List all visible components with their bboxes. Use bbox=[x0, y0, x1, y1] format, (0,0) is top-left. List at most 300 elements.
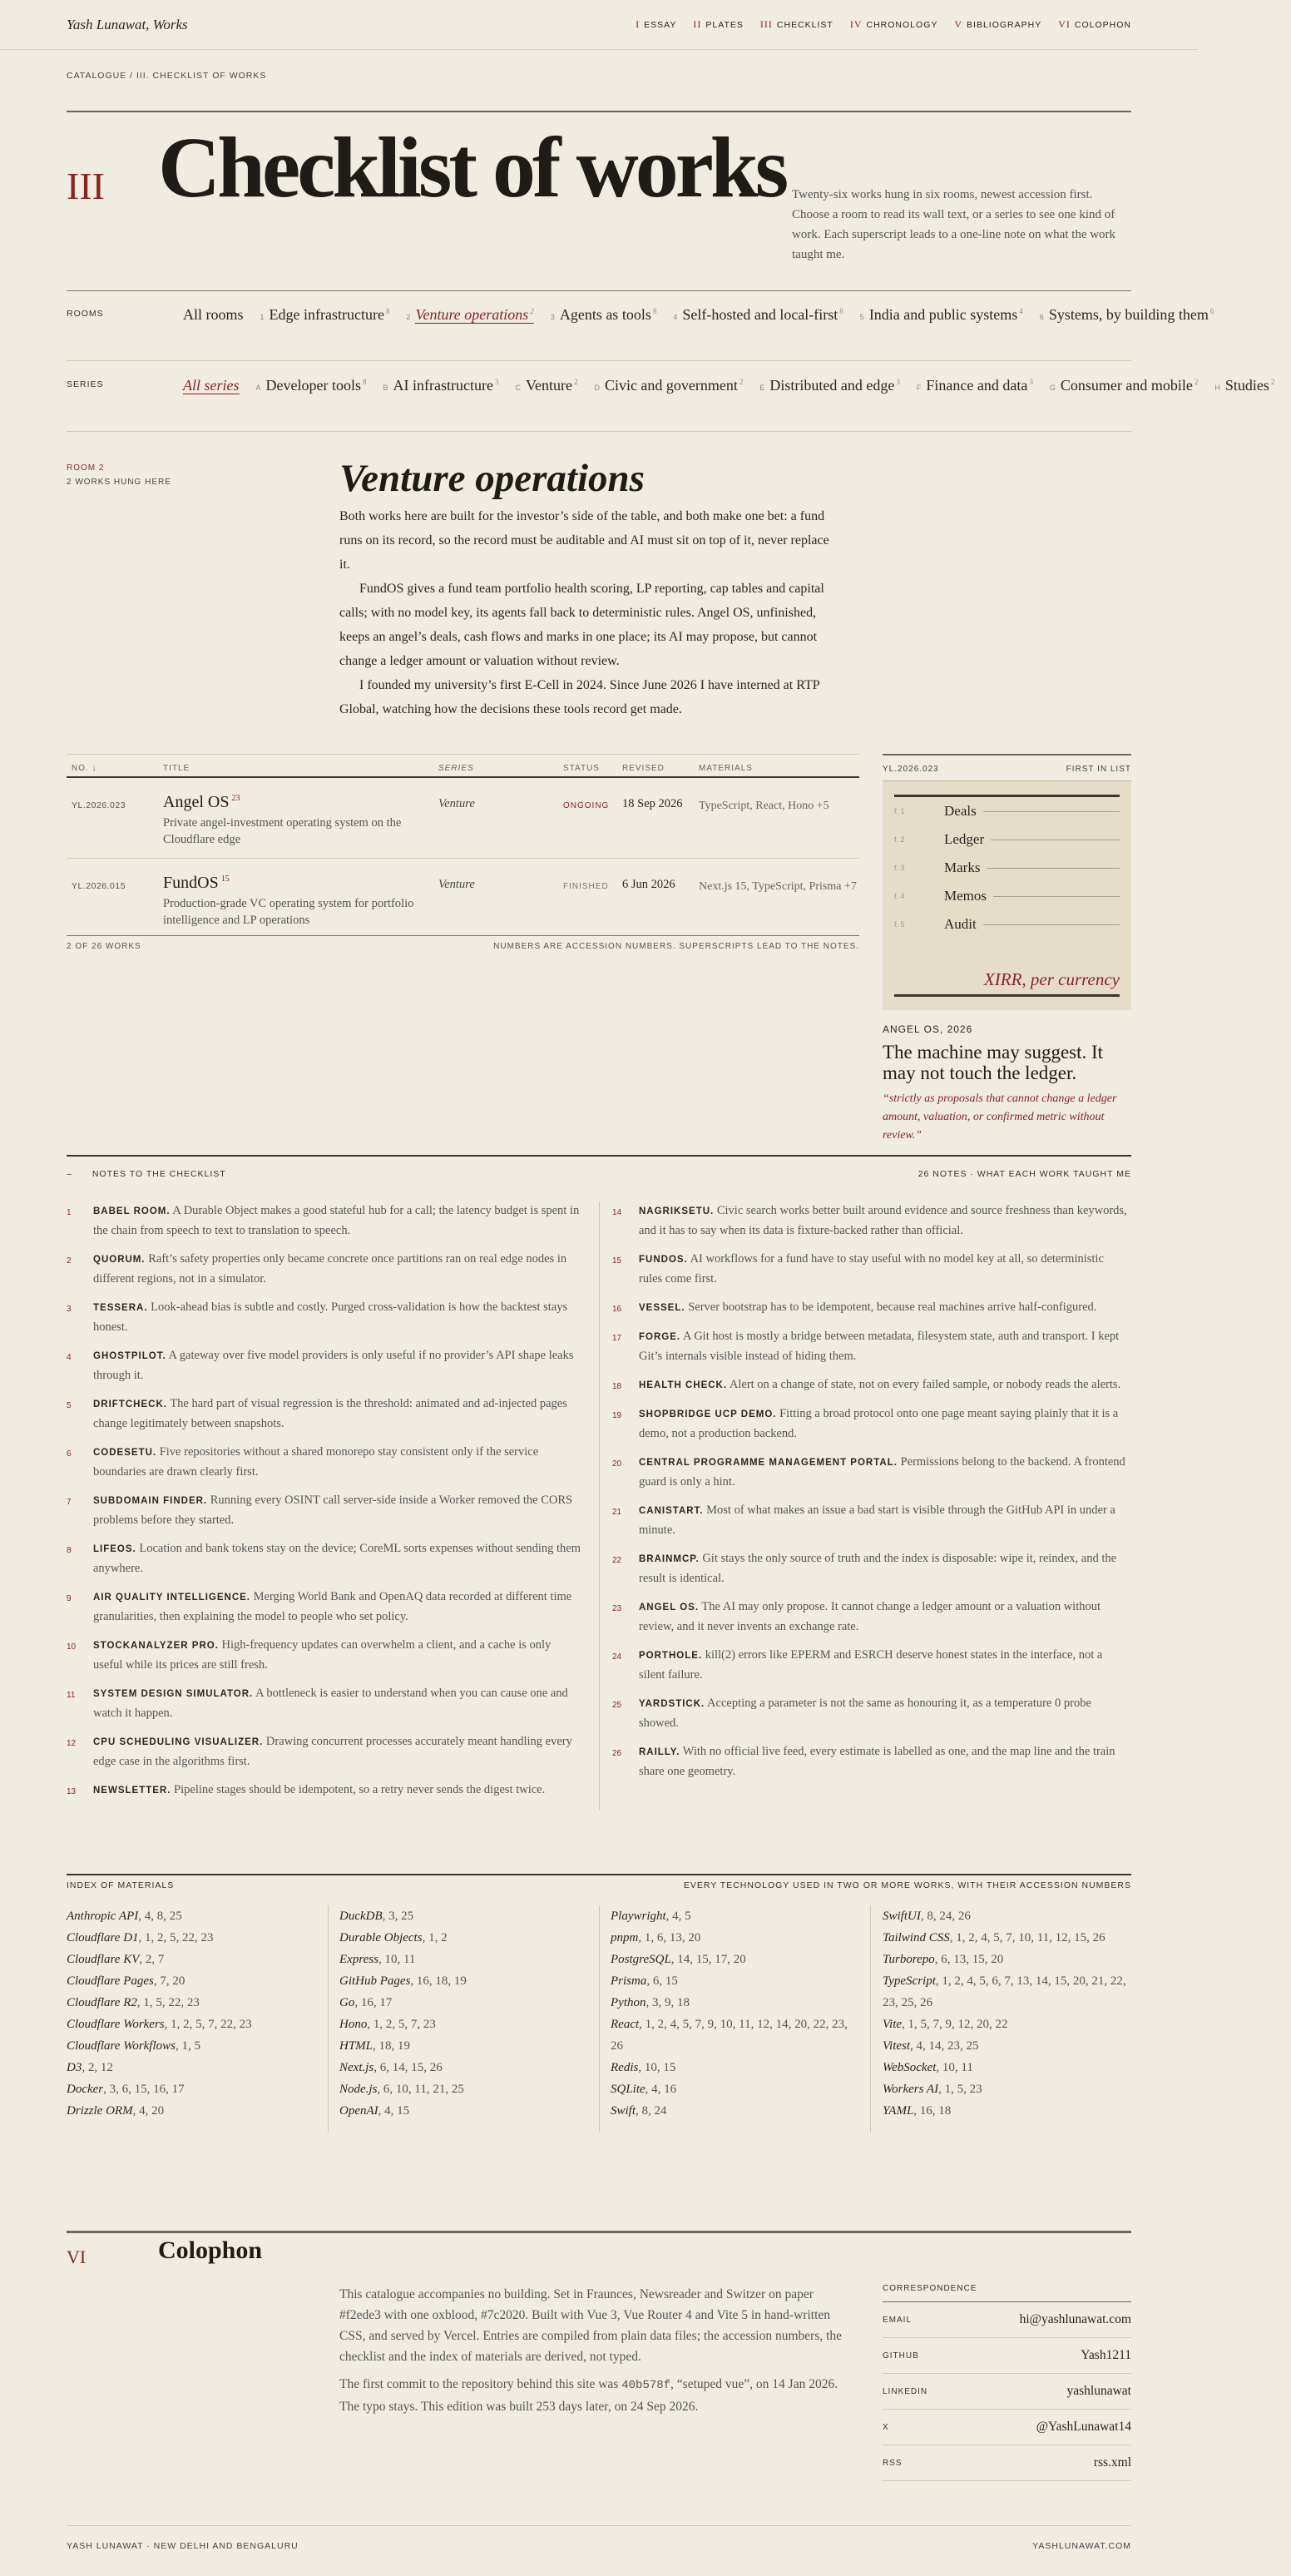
room-count: 2 WORKS HUNG HERE bbox=[67, 478, 171, 487]
work-materials: Next.js 15, TypeScript, Prisma +7 bbox=[699, 880, 857, 893]
ledger-row bbox=[894, 825, 1120, 854]
note-link[interactable]: 23 bbox=[231, 794, 240, 804]
filter-item[interactable] bbox=[1214, 377, 1274, 394]
index-entry: YAML, 16, 18 bbox=[883, 2104, 952, 2118]
footer-domain-link[interactable]: YASHLUNAWAT.COM bbox=[1032, 2541, 1131, 2551]
ledger-list bbox=[894, 795, 1120, 939]
index-term: Cloudflare Pages bbox=[67, 1974, 154, 1988]
nav-label: CHRONOLOGY bbox=[866, 20, 938, 30]
card-accession: YL.2026.023 bbox=[883, 765, 939, 774]
note-number: 24 bbox=[612, 1652, 622, 1662]
index-term: Express bbox=[339, 1953, 378, 1966]
index-entry: Cloudflare R2, 1, 5, 22, 23 bbox=[67, 1996, 200, 2009]
note-item: 10 STOCKANALYZER PRO. High-frequency updates can overwhelm a client, and a cache is only useful while its prices are still fresh. bbox=[67, 1638, 552, 1672]
breadcrumb: CATALOGUE / III. CHECKLIST OF WORKS bbox=[67, 71, 267, 81]
note-item: 22 BRAINMCP. Git stays the only source of truth and the index is disposable: wipe it, reindex, and the result is identical. bbox=[612, 1552, 1117, 1585]
colophon-numeral: VI bbox=[67, 2247, 87, 2267]
ledger-folio: f. 3 bbox=[894, 864, 905, 872]
filter-item[interactable] bbox=[917, 377, 1033, 394]
ledger-line bbox=[983, 811, 1120, 812]
note-work-name: RAILLY. bbox=[639, 1747, 680, 1757]
ledger-label: Deals bbox=[944, 803, 977, 819]
index-term: Drizzle ORM bbox=[67, 2104, 133, 2118]
filter-count: 6 bbox=[1209, 307, 1214, 315]
index-term: Cloudflare Workflows bbox=[67, 2039, 176, 2053]
site-brand[interactable]: Yash Lunawat, Works bbox=[67, 16, 188, 32]
index-term: Cloudflare R2 bbox=[67, 1996, 137, 2009]
correspondence-link[interactable]: rss.xml bbox=[1093, 2455, 1131, 2469]
filter-label: Civic and government bbox=[604, 377, 738, 394]
note-work-name: BABEL ROOM. bbox=[93, 1206, 171, 1216]
note-item: 6 CODESETU. Five repositories without a shared monorepo stay consistent only if the service boundaries are drawn clearly first. bbox=[67, 1445, 539, 1479]
index-entry: Cloudflare KV, 2, 7 bbox=[67, 1953, 165, 1966]
index-entry: Durable Objects, 1, 2 bbox=[339, 1931, 448, 1944]
note-item: 4 GHOSTPILOT. A gateway over five model providers is only useful if no provider’s API shape leaks through it. bbox=[67, 1349, 574, 1382]
main-nav bbox=[636, 18, 1131, 31]
nav-label: BIBLIOGRAPHY bbox=[967, 20, 1042, 30]
index-divider bbox=[328, 1905, 329, 2132]
index-entry: PostgreSQL, 14, 15, 17, 20 bbox=[611, 1953, 746, 1966]
note-item: 3 TESSERA. Look-ahead bias is subtle and costly. Purged cross-validation is how the backtest stays honest. bbox=[67, 1300, 568, 1334]
index-term: PostgreSQL bbox=[611, 1953, 671, 1966]
room-kicker: ROOM 2 bbox=[67, 463, 105, 473]
nav-numeral: I bbox=[636, 18, 641, 30]
ledger-row bbox=[894, 882, 1120, 910]
card-note: “strictly as proposals that cannot change a ledger amount, valuation, or confirmed metric without review.” bbox=[883, 1092, 1117, 1142]
note-item: 26 RAILLY. With no official live feed, every estimate is labelled as one, and the map line and the train share one geometry. bbox=[612, 1745, 1115, 1778]
work-series: Venture bbox=[438, 878, 475, 891]
filter-key: 2 bbox=[406, 313, 411, 321]
nav-label: CHECKLIST bbox=[776, 20, 833, 30]
correspondence-row bbox=[883, 2302, 1131, 2338]
footer-location: YASH LUNAWAT · NEW DELHI AND BENGALURU bbox=[67, 2541, 299, 2551]
note-number: 8 bbox=[67, 1546, 72, 1555]
note-number: 26 bbox=[612, 1749, 622, 1758]
ledger-label: Marks bbox=[944, 859, 981, 875]
index-entry: WebSocket, 10, 11 bbox=[883, 2061, 973, 2074]
note-item: 15 FUNDOS. AI workflows for a fund have to stay useful with no model key at all, so deterministic rules come first. bbox=[612, 1252, 1104, 1286]
col-header-no[interactable]: NO. ↓ bbox=[72, 764, 97, 773]
note-item: 16 VESSEL. Server bootstrap has to be idempotent, because real machines arrive half-configured. bbox=[612, 1298, 1128, 1318]
colophon-title: Colophon bbox=[158, 2237, 263, 2264]
note-number: 15 bbox=[612, 1256, 622, 1266]
status-badge: FINISHED bbox=[563, 882, 609, 891]
filter-label: Venture operations $^2$ bbox=[415, 306, 534, 323]
note-item: 5 DRIFTCHECK. The hard part of visual regression is the threshold: animated and ad-injected pages change legitimately between snapshots. bbox=[67, 1397, 567, 1430]
note-work-name: FORGE. bbox=[639, 1332, 681, 1342]
index-entry: Playwright, 4, 5 bbox=[611, 1910, 691, 1923]
note-item: 9 AIR QUALITY INTELLIGENCE. Merging World Bank and OpenAQ data recorded at different time granularities, then explaining the model to people who set policy. bbox=[67, 1590, 572, 1623]
top-bar bbox=[0, 0, 1198, 50]
index-entry: DuckDB, 3, 25 bbox=[339, 1910, 414, 1923]
colophon-body bbox=[339, 2284, 855, 2417]
index-term: DuckDB bbox=[339, 1910, 383, 1923]
note-number: 19 bbox=[612, 1411, 622, 1420]
work-materials: TypeScript, React, Hono +5 bbox=[699, 800, 829, 812]
index-entry: Anthropic API, 4, 8, 25 bbox=[67, 1910, 182, 1923]
index-term: Workers AI bbox=[883, 2083, 939, 2096]
correspondence-link[interactable]: @YashLunawat14 bbox=[1036, 2420, 1131, 2434]
index-entry: SQLite, 4, 16 bbox=[611, 2083, 677, 2096]
filter-key: 6 bbox=[1039, 313, 1044, 321]
colophon-rule bbox=[67, 2231, 1131, 2233]
filter-key: G bbox=[1049, 384, 1056, 392]
footer-rule bbox=[67, 2525, 1131, 2526]
index-title: INDEX OF MATERIALS bbox=[67, 1880, 175, 1890]
index-term: Durable Objects bbox=[339, 1931, 423, 1944]
index-entry: Next.js, 6, 14, 15, 26 bbox=[339, 2061, 443, 2074]
correspondence-title: CORRESPONDENCE bbox=[883, 2284, 1131, 2302]
section-numeral: III bbox=[67, 165, 105, 207]
filter-item[interactable] bbox=[406, 306, 533, 323]
filter-key: 5 bbox=[859, 313, 864, 321]
index-entry: pnpm, 1, 6, 13, 20 bbox=[611, 1931, 701, 1944]
nav-numeral: IV bbox=[849, 18, 863, 30]
work-title[interactable]: FundOS $^{15}$ bbox=[163, 874, 230, 892]
filter-item[interactable] bbox=[383, 377, 498, 394]
index-divider bbox=[870, 1905, 871, 2132]
notes-dash: – bbox=[67, 1169, 72, 1179]
note-number: 1 bbox=[67, 1208, 72, 1217]
ledger-label: Audit bbox=[944, 916, 977, 932]
filter-count: 2 bbox=[1194, 378, 1199, 386]
room-para: FundOS gives a fund team portfolio health scoring, LP reporting, cap tables and capital calls; with no model key, its agents fall back to deterministic rules. Angel OS, unfinished, keeps an angel’s deals, cash flows and marks in one place; its AI may propose, but cannot change a ledger amount or valuation without review. bbox=[339, 582, 824, 668]
rooms-filter bbox=[183, 297, 1214, 331]
filter-all[interactable]: All rooms bbox=[183, 306, 244, 323]
note-item: 12 CPU SCHEDULING VISUALIZER. Drawing concurrent processes accurately meant handling every edge case in the algorithms first. bbox=[67, 1735, 572, 1768]
works-count: 2 OF 26 WORKS bbox=[67, 942, 141, 951]
filter-label: Finance and data bbox=[926, 377, 1028, 394]
filter-count: 8 bbox=[385, 307, 390, 315]
table-footer bbox=[67, 942, 859, 951]
card-tag: FIRST IN LIST bbox=[1066, 765, 1131, 774]
note-number: 5 bbox=[67, 1401, 72, 1410]
filter-label: Venture bbox=[525, 377, 572, 394]
accession-number: YL.2026.015 bbox=[72, 881, 126, 891]
filter-label: Distributed and edge bbox=[769, 377, 895, 394]
filter-key: 3 bbox=[550, 313, 555, 321]
index-column bbox=[67, 1905, 316, 2122]
nav-item-checklist[interactable] bbox=[760, 18, 833, 31]
series-filter bbox=[183, 368, 1275, 402]
filter-item[interactable] bbox=[759, 377, 899, 394]
filter-count: 2 bbox=[1270, 378, 1275, 386]
room-meta bbox=[67, 463, 171, 487]
card-kicker: ANGEL OS, 2026 bbox=[883, 1023, 973, 1035]
note-item: 23 ANGEL OS. The AI may only propose. It cannot change a ledger amount or a valuation without review, and it never invents an exchange rate. bbox=[612, 1600, 1101, 1633]
index-entry: D3, 2, 12 bbox=[67, 2061, 113, 2074]
filter-item[interactable] bbox=[860, 306, 1023, 323]
correspondence-label: RSS bbox=[883, 2458, 903, 2468]
nav-numeral: III bbox=[759, 18, 773, 30]
index-entry: Vitest, 4, 14, 23, 25 bbox=[883, 2039, 979, 2053]
correspondence-link[interactable]: Yash1211 bbox=[1081, 2348, 1131, 2362]
index-entry: SwiftUI, 8, 24, 26 bbox=[883, 1910, 971, 1923]
filter-count: 2 bbox=[739, 378, 744, 386]
index-entry: Tailwind CSS, 1, 2, 4, 5, 7, 10, 11, 12, 15, 26 bbox=[883, 1931, 1106, 1944]
note-number: 25 bbox=[612, 1701, 622, 1710]
colophon-para: The first commit to the repository behind this site was 40b578f, “setuped vue”, on 14 Jan 2026. The typo stays. This edition was built 253 days later, on 24 Sep 2026. bbox=[339, 2377, 838, 2414]
correspondence-row bbox=[883, 2410, 1131, 2445]
note-work-name: NEWSLETTER. bbox=[93, 1786, 171, 1796]
site-footer bbox=[67, 2541, 1131, 2551]
index-term: Go bbox=[339, 1996, 355, 2009]
correspondence-row bbox=[883, 2374, 1131, 2410]
hero-top-rule bbox=[67, 111, 1131, 112]
status-badge: ONGOING bbox=[563, 801, 610, 810]
note-work-name: SYSTEM DESIGN SIMULATOR. bbox=[93, 1689, 254, 1699]
index-entry: Cloudflare D1, 1, 2, 5, 22, 23 bbox=[67, 1931, 214, 1944]
ledger-label: Memos bbox=[944, 888, 987, 904]
note-work-name: SUBDOMAIN FINDER. bbox=[93, 1496, 208, 1506]
nav-numeral: II bbox=[693, 18, 702, 30]
index-entry: Cloudflare Workers, 1, 2, 5, 7, 22, 23 bbox=[67, 2018, 252, 2031]
notes-header bbox=[67, 1169, 1131, 1179]
revised-date: 18 Sep 2026 bbox=[622, 797, 683, 810]
index-term: Cloudflare D1 bbox=[67, 1931, 139, 1944]
note-item: 21 CANISTART. Most of what makes an issue a bad start is visible through the GitHub API in under a minute. bbox=[612, 1503, 1115, 1537]
filter-count: 8 bbox=[839, 307, 843, 315]
notes-title: NOTES TO THE CHECKLIST bbox=[92, 1169, 226, 1179]
note-work-name: SHOPBRIDGE UCP DEMO. bbox=[639, 1409, 777, 1419]
note-number: 12 bbox=[67, 1739, 77, 1748]
filters-divider bbox=[67, 360, 1131, 361]
revised-date: 6 Jun 2026 bbox=[622, 878, 675, 891]
note-item: 11 SYSTEM DESIGN SIMULATOR. A bottleneck is easier to understand when you can cause one and watch it happen. bbox=[67, 1687, 568, 1720]
nav-item-bibliography[interactable] bbox=[954, 18, 1041, 31]
note-work-name: HEALTH CHECK. bbox=[639, 1380, 728, 1390]
nav-item-colophon[interactable] bbox=[1058, 18, 1131, 31]
nav-label: PLATES bbox=[705, 20, 744, 30]
col-header-title: TITLE bbox=[163, 764, 190, 773]
ledger-row bbox=[894, 797, 1120, 825]
card-header bbox=[883, 754, 1131, 780]
ledger-line bbox=[993, 896, 1120, 897]
rooms-label: ROOMS bbox=[67, 309, 104, 319]
col-header-status: STATUS bbox=[563, 764, 600, 773]
filter-count: 8 bbox=[652, 307, 657, 315]
filter-item[interactable] bbox=[1040, 306, 1214, 323]
filter-count: 3 bbox=[896, 378, 900, 386]
note-number: 10 bbox=[67, 1642, 77, 1652]
room-para: I founded my university’s first E-Cell in 2024. Since June 2026 I have interned at RTP Global, watching how the decisions these tools record get made. bbox=[339, 678, 820, 716]
note-number: 21 bbox=[612, 1508, 622, 1517]
filter-item[interactable] bbox=[256, 377, 367, 394]
index-term: TypeScript bbox=[883, 1974, 936, 1988]
note-work-name: CPU SCHEDULING VISUALIZER. bbox=[93, 1737, 264, 1747]
ledger-plate bbox=[883, 780, 1131, 1010]
index-term: HTML bbox=[339, 2039, 373, 2053]
table-row[interactable] bbox=[67, 858, 859, 935]
index-term: OpenAI bbox=[339, 2104, 378, 2118]
commit-hash: 40b578f bbox=[621, 2379, 671, 2392]
note-work-name: LIFEOS. bbox=[93, 1544, 136, 1554]
filter-count: 4 bbox=[1019, 307, 1023, 315]
index-term: Docker bbox=[67, 2083, 104, 2096]
filter-item[interactable] bbox=[1050, 377, 1199, 394]
filter-key: E bbox=[759, 384, 765, 392]
page-title: Checklist of works bbox=[158, 120, 786, 215]
note-item: 20 CENTRAL PROGRAMME MANAGEMENT PORTAL. Permissions belong to the backend. A frontend guard is only a hint. bbox=[612, 1455, 1125, 1489]
index-rule bbox=[67, 1874, 1131, 1875]
note-item: 14 NAGRIKSETU. Civic search works better built around evidence and source freshness than keywords, and it has to say when its data is fixture-backed rather than official. bbox=[612, 1204, 1127, 1237]
index-term: SwiftUI bbox=[883, 1910, 921, 1923]
index-entry: Workers AI, 1, 5, 23 bbox=[883, 2083, 982, 2096]
filter-all[interactable]: All series bbox=[183, 377, 240, 394]
index-term: Swift bbox=[611, 2104, 636, 2118]
index-entry: OpenAI, 4, 15 bbox=[339, 2104, 410, 2118]
note-item: 13 NEWSLETTER. Pipeline stages should be idempotent, so a retry never sends the digest twice. bbox=[67, 1781, 582, 1801]
filter-count: 3 bbox=[494, 378, 499, 386]
filter-count: 2 bbox=[530, 307, 534, 315]
note-number: 6 bbox=[67, 1449, 72, 1459]
correspondence-label: X bbox=[883, 2422, 889, 2432]
nav-numeral: V bbox=[954, 18, 963, 30]
nav-item-chronology[interactable] bbox=[850, 18, 938, 31]
notes-left-column bbox=[67, 1201, 582, 1810]
room-title: Venture operations bbox=[339, 457, 645, 500]
card-quote: The machine may suggest. It may not touch the ledger. bbox=[883, 1042, 1104, 1083]
index-term: Vite bbox=[883, 2018, 903, 2031]
index-term: Redis bbox=[611, 2061, 639, 2074]
index-entry: Hono, 1, 2, 5, 7, 23 bbox=[339, 2018, 436, 2031]
filter-item[interactable] bbox=[515, 377, 577, 394]
note-work-name: NAGRIKSETU. bbox=[639, 1206, 715, 1216]
filter-count: 8 bbox=[362, 378, 367, 386]
note-number: 16 bbox=[612, 1305, 622, 1314]
correspondence-link[interactable]: yashlunawat bbox=[1066, 2384, 1131, 2398]
filter-key: A bbox=[255, 384, 261, 392]
series-label: SERIES bbox=[67, 379, 104, 389]
correspondence-row bbox=[883, 2445, 1131, 2481]
index-term: React bbox=[611, 2018, 640, 2031]
filter-item[interactable] bbox=[551, 306, 657, 323]
index-term: Turborepo bbox=[883, 1953, 935, 1966]
index-column bbox=[339, 1905, 589, 2122]
filter-label: Systems, by building them bbox=[1048, 306, 1209, 323]
note-work-name: CENTRAL PROGRAMME MANAGEMENT PORTAL. bbox=[639, 1458, 898, 1468]
index-term: GitHub Pages bbox=[339, 1974, 411, 1988]
notes-rule bbox=[67, 1155, 1131, 1157]
nav-item-plates[interactable] bbox=[693, 18, 744, 31]
nav-label: ESSAY bbox=[644, 20, 677, 30]
ledger-line bbox=[983, 924, 1120, 925]
xirr-label: XIRR, per currency bbox=[983, 969, 1120, 989]
filter-label: Consumer and mobile bbox=[1060, 377, 1193, 394]
note-item: 17 FORGE. A Git host is mostly a bridge between metadata, filesystem state, auth and transport. I kept Git’s internals visible instead of hiding them. bbox=[612, 1330, 1120, 1363]
index-entry: Turborepo, 6, 13, 15, 20 bbox=[883, 1953, 1004, 1966]
index-entry: HTML, 18, 19 bbox=[339, 2039, 411, 2053]
note-item: 24 PORTHOLE. kill(2) errors like EPERM and ESRCH deserve honest states in the interface, not a silent failure. bbox=[612, 1648, 1103, 1682]
table-footnote: NUMBERS ARE ACCESSION NUMBERS. SUPERSCRIPTS LEAD TO THE NOTES. bbox=[493, 942, 859, 951]
index-term: Next.js bbox=[339, 2061, 374, 2074]
featured-work-card[interactable] bbox=[883, 754, 1131, 1145]
ledger-line bbox=[987, 868, 1120, 869]
correspondence-row bbox=[883, 2338, 1131, 2374]
filter-label: Developer tools bbox=[265, 377, 361, 394]
page-intro: Twenty-six works hung in six rooms, newest accession first. Choose a room to read its wall text, or a series to see one kind of work. Each superscript leads to a one-line note on what the work taught me. bbox=[792, 188, 1116, 261]
index-term: YAML bbox=[883, 2104, 914, 2118]
note-number: 17 bbox=[612, 1334, 622, 1343]
index-entry: GitHub Pages, 16, 18, 19 bbox=[339, 1974, 467, 1988]
nav-item-essay[interactable] bbox=[636, 18, 676, 31]
filter-key: H bbox=[1214, 384, 1220, 392]
index-term: Playwright bbox=[611, 1910, 666, 1923]
note-work-name: VESSEL. bbox=[639, 1303, 685, 1313]
index-term: WebSocket bbox=[883, 2061, 937, 2074]
filter-key: D bbox=[594, 384, 600, 392]
correspondence-label: GITHUB bbox=[883, 2351, 919, 2361]
note-work-name: TESSERA. bbox=[93, 1303, 148, 1313]
nav-label: COLOPHON bbox=[1074, 20, 1131, 30]
work-title[interactable]: Angel OS $^{23}$ bbox=[163, 793, 240, 811]
note-work-name: FUNDOS. bbox=[639, 1255, 688, 1265]
index-term: D3 bbox=[67, 2061, 82, 2074]
colophon-para: This catalogue accompanies no building. Set in Fraunces, Newsreader and Switzer on paper #f2ede3 with one oxblood, #7c2020. Built with Vue 3, Vue Router 4 and Vite 5 in hand-written CSS, and served by Vercel. Entries are compiled from plain data files; the accession numbers, the checklist and the index of materials are derived, not typed. bbox=[339, 2287, 843, 2364]
index-term: Cloudflare Workers bbox=[67, 2018, 165, 2031]
note-number: 2 bbox=[67, 1256, 72, 1266]
index-entry: Docker, 3, 6, 15, 16, 17 bbox=[67, 2083, 185, 2096]
filters-rule bbox=[67, 290, 1131, 291]
note-work-name: CANISTART. bbox=[639, 1506, 704, 1516]
room-wall-text bbox=[339, 504, 842, 721]
note-number: 7 bbox=[67, 1498, 72, 1507]
index-entry: Drizzle ORM, 4, 20 bbox=[67, 2104, 165, 2118]
notes-right-column bbox=[612, 1201, 1128, 1791]
correspondence-link[interactable]: hi@yashlunawat.com bbox=[1019, 2312, 1131, 2326]
filter-count: 2 bbox=[573, 378, 578, 386]
note-item: 8 LIFEOS. Location and bank tokens stay on the device; CoreML sorts expenses without sending them anywhere. bbox=[67, 1542, 581, 1575]
index-term: Vitest bbox=[883, 2039, 911, 2053]
index-term: Tailwind CSS bbox=[883, 1931, 950, 1944]
index-entry: Node.js, 6, 10, 11, 21, 25 bbox=[339, 2083, 464, 2096]
filter-item[interactable] bbox=[594, 377, 743, 394]
note-item: 7 SUBDOMAIN FINDER. Running every OSINT call server-side inside a Worker removed the CORS problems before they started. bbox=[67, 1494, 573, 1527]
table-row[interactable] bbox=[67, 778, 859, 858]
filter-label: Studies bbox=[1224, 377, 1269, 394]
index-term: Node.js bbox=[339, 2083, 378, 2096]
note-item: 25 YARDSTICK. Accepting a parameter is not the same as honouring it, as a temperature 0 probe showed. bbox=[612, 1697, 1091, 1730]
filter-label: Agents as tools bbox=[559, 306, 651, 323]
filter-key: B bbox=[383, 384, 388, 392]
filter-item[interactable] bbox=[673, 306, 843, 323]
note-item: 19 SHOPBRIDGE UCP DEMO. Fitting a broad protocol onto one page meant saying plainly that it is a demo, not a production backend. bbox=[612, 1407, 1119, 1440]
filter-label: Self-hosted and local-first bbox=[682, 306, 838, 323]
index-term: Python bbox=[611, 1996, 646, 2009]
note-number: 11 bbox=[67, 1691, 76, 1700]
filter-count: 3 bbox=[1029, 378, 1033, 386]
index-entry: Vite, 1, 5, 7, 9, 12, 20, 22 bbox=[883, 2018, 1008, 2031]
filter-label: AI infrastructure bbox=[393, 377, 493, 394]
ledger-folio: f. 4 bbox=[894, 892, 905, 900]
filter-key: C bbox=[515, 384, 521, 392]
index-term: pnpm bbox=[611, 1931, 639, 1944]
note-link[interactable]: 15 bbox=[220, 874, 230, 884]
note-number: 14 bbox=[612, 1208, 622, 1217]
index-entry: Cloudflare Workflows, 1, 5 bbox=[67, 2039, 200, 2053]
note-work-name: AIR QUALITY INTELLIGENCE. bbox=[93, 1593, 250, 1603]
note-number: 4 bbox=[67, 1353, 72, 1362]
index-term: Cloudflare KV bbox=[67, 1953, 140, 1966]
index-column bbox=[883, 1905, 1132, 2122]
filter-item[interactable] bbox=[260, 306, 390, 323]
index-term: Hono bbox=[339, 2018, 368, 2031]
index-entry: Cloudflare Pages, 7, 20 bbox=[67, 1974, 185, 1988]
ledger-folio: f. 5 bbox=[894, 920, 905, 929]
filter-label: Edge infrastructure bbox=[269, 306, 384, 323]
ledger-folio: f. 2 bbox=[894, 835, 905, 844]
note-item: 1 BABEL ROOM. A Durable Object makes a good stateful hub for a call; the latency budget is spent in the chain from speech to text to translation to speech. bbox=[67, 1204, 580, 1237]
